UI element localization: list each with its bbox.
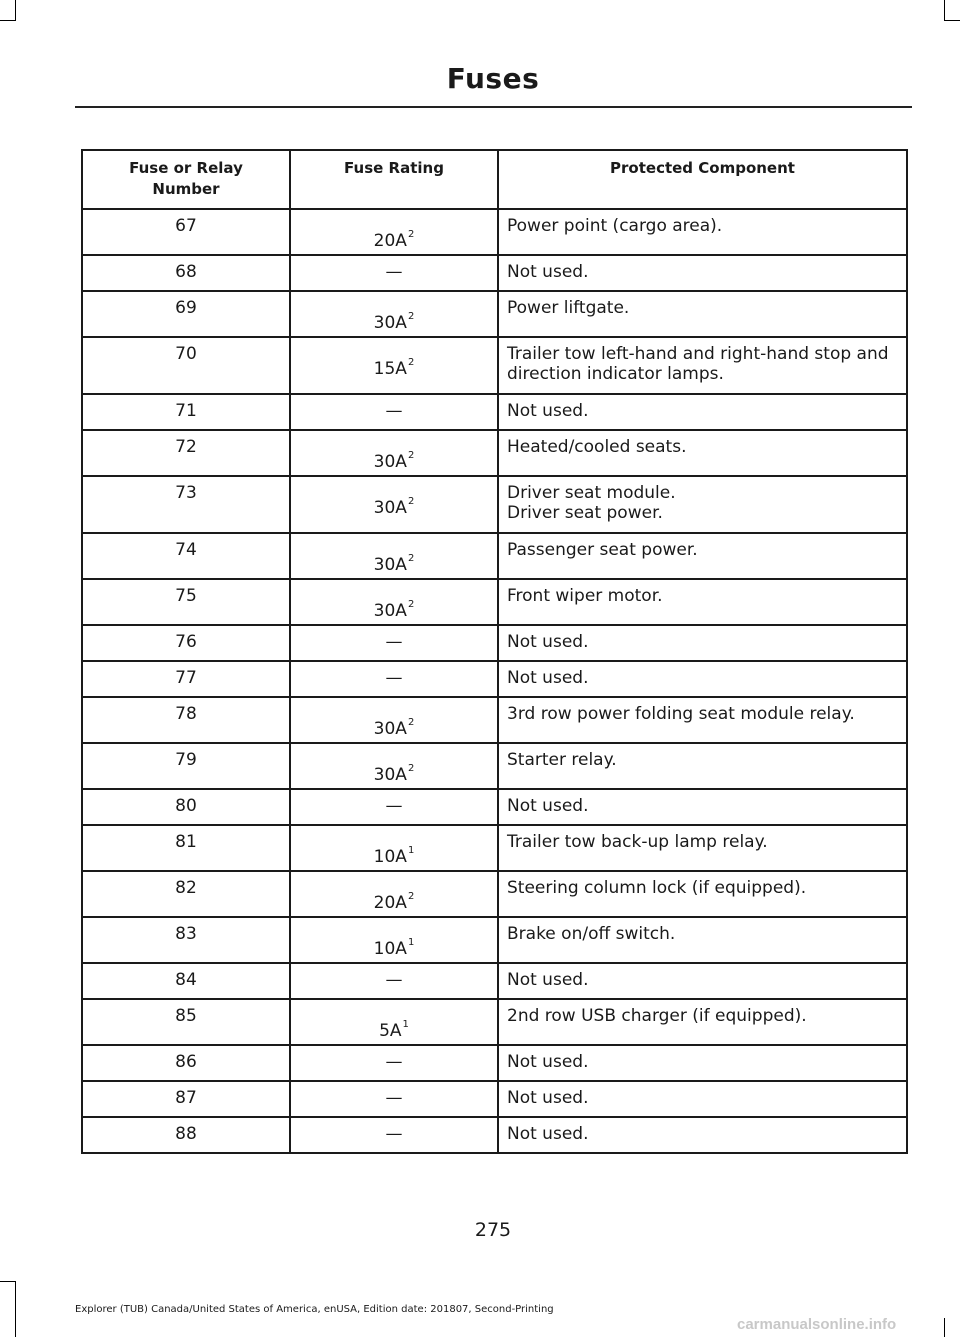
protected-component-text: Not used. <box>507 632 589 652</box>
footnote-marker: 1 <box>407 937 415 948</box>
protected-component <box>498 1045 907 1081</box>
footnote-marker: 2 <box>407 450 415 461</box>
protected-component <box>498 394 907 430</box>
protected-component-text: Power point (cargo area). <box>507 216 723 236</box>
fuse-rating-amps: — <box>385 632 403 652</box>
protected-component-text: 2nd row USB charger (if equipped). <box>507 1006 807 1026</box>
protected-component <box>498 625 907 661</box>
title-divider <box>75 106 912 108</box>
protected-component-text: Front wiper motor. <box>507 586 663 606</box>
fuse-rating-value <box>386 1088 403 1108</box>
fuse-rating-value <box>386 632 403 652</box>
fuse-rating <box>290 337 498 394</box>
fuse-rating <box>290 661 498 697</box>
table-row <box>82 291 907 337</box>
footnote-marker: 2 <box>407 311 415 322</box>
protected-component <box>498 1081 907 1117</box>
protected-component-text: Not used. <box>507 401 589 421</box>
table-row <box>82 255 907 291</box>
footnote-marker: 2 <box>407 496 415 507</box>
crop-mark-top-left-vertical <box>15 0 16 20</box>
fuse-number: 71 <box>82 394 290 430</box>
table-row <box>82 1117 907 1153</box>
crop-mark-top-right-vertical <box>944 0 945 20</box>
protected-component-text: Not used. <box>507 262 589 282</box>
table-row <box>82 1045 907 1081</box>
fuse-rating-value <box>374 601 415 621</box>
footnote-marker: 2 <box>407 717 415 728</box>
fuse-number: 67 <box>82 209 290 255</box>
fuse-number: 85 <box>82 999 290 1045</box>
fuse-rating <box>290 697 498 743</box>
fuse-rating-amps: 15A <box>373 359 407 379</box>
fuse-number: 79 <box>82 743 290 789</box>
fuse-rating-value <box>379 1021 409 1041</box>
fuse-rating-value <box>386 668 403 688</box>
fuse-table <box>81 149 908 1154</box>
page-title: Fuses <box>446 62 540 95</box>
protected-component <box>498 255 907 291</box>
fuse-rating-value <box>374 893 415 913</box>
table-row <box>82 871 907 917</box>
fuse-rating <box>290 476 498 533</box>
fuse-rating <box>290 394 498 430</box>
fuse-table-body <box>82 209 907 1153</box>
footnote-marker: 2 <box>407 357 415 368</box>
footnote-marker: 2 <box>407 763 415 774</box>
protected-component-text: Brake on/off switch. <box>507 924 676 944</box>
footnote-marker: 2 <box>407 599 415 610</box>
fuse-rating-amps: — <box>385 970 403 990</box>
table-row <box>82 533 907 579</box>
fuse-rating-amps: 20A <box>373 893 407 913</box>
fuse-rating <box>290 871 498 917</box>
fuse-number: 77 <box>82 661 290 697</box>
table-row <box>82 917 907 963</box>
fuse-rating-amps: 10A <box>373 847 407 867</box>
page-number: 275 <box>474 1219 512 1241</box>
column-header-number-label: Fuse or Relay Number <box>129 159 243 198</box>
fuse-number: 75 <box>82 579 290 625</box>
footnote-marker: 1 <box>402 1019 409 1030</box>
fuse-number: 74 <box>82 533 290 579</box>
protected-component <box>498 825 907 871</box>
table-row <box>82 579 907 625</box>
table-row <box>82 476 907 533</box>
column-header-number <box>82 150 290 209</box>
fuse-rating <box>290 917 498 963</box>
fuse-rating-amps: — <box>385 1052 403 1072</box>
fuse-rating <box>290 430 498 476</box>
fuse-rating-amps: 30A <box>373 601 407 621</box>
fuse-rating-amps: — <box>385 668 403 688</box>
protected-component <box>498 430 907 476</box>
footnote-marker: 2 <box>407 229 415 240</box>
fuse-rating <box>290 789 498 825</box>
fuse-rating-amps: 30A <box>373 498 407 518</box>
fuse-rating-amps: 30A <box>373 452 407 472</box>
fuse-number: 88 <box>82 1117 290 1153</box>
footnote-marker: 2 <box>407 553 415 564</box>
fuse-rating-amps: 5A <box>379 1021 402 1041</box>
footnote-marker: 2 <box>407 891 415 902</box>
protected-component-text: Not used. <box>507 796 589 816</box>
table-row <box>82 394 907 430</box>
watermark-text: carmanualsonline.info <box>737 1316 897 1333</box>
fuse-number: 72 <box>82 430 290 476</box>
fuse-rating <box>290 255 498 291</box>
table-row <box>82 661 907 697</box>
fuse-rating-amps: — <box>385 262 403 282</box>
protected-component <box>498 1117 907 1153</box>
fuse-rating <box>290 825 498 871</box>
table-row <box>82 825 907 871</box>
fuse-rating-amps: 30A <box>373 313 407 333</box>
fuse-number: 73 <box>82 476 290 533</box>
table-row <box>82 999 907 1045</box>
protected-component <box>498 476 907 533</box>
protected-component-text: Trailer tow left-hand and right-hand stop and direction indicator lamps. <box>507 344 889 384</box>
protected-component <box>498 209 907 255</box>
protected-component-text: Heated/cooled seats. <box>507 437 687 457</box>
fuse-rating <box>290 1117 498 1153</box>
fuse-rating <box>290 1045 498 1081</box>
protected-component-text: Passenger seat power. <box>507 540 698 560</box>
fuse-rating-value <box>386 262 403 282</box>
fuse-rating-value <box>374 313 415 333</box>
protected-component-text: Not used. <box>507 668 589 688</box>
protected-component <box>498 963 907 999</box>
fuse-rating-amps: 20A <box>373 231 407 251</box>
fuse-rating-value <box>374 765 415 785</box>
fuse-rating-value <box>374 555 415 575</box>
protected-component <box>498 917 907 963</box>
crop-mark-top-right-horizontal <box>944 20 960 21</box>
table-row <box>82 697 907 743</box>
crop-mark-bottom-left-horizontal <box>0 1281 16 1282</box>
protected-component-text: Trailer tow back-up lamp relay. <box>507 832 768 852</box>
fuse-rating <box>290 579 498 625</box>
fuse-rating <box>290 625 498 661</box>
protected-component-text: Not used. <box>507 970 589 990</box>
column-header-rating: Fuse Rating <box>290 150 498 209</box>
protected-component-text: Power liftgate. <box>507 298 630 318</box>
protected-component <box>498 661 907 697</box>
fuse-rating-value <box>374 452 415 472</box>
fuse-rating-amps: — <box>385 401 403 421</box>
fuse-number: 78 <box>82 697 290 743</box>
protected-component-text: Driver seat module. <box>507 483 676 503</box>
fuse-rating-value <box>374 939 415 959</box>
fuse-rating <box>290 999 498 1045</box>
protected-component <box>498 697 907 743</box>
table-row <box>82 789 907 825</box>
fuse-rating-value <box>374 498 415 518</box>
fuse-rating <box>290 1081 498 1117</box>
fuse-rating-amps: 30A <box>373 719 407 739</box>
protected-component-text: Starter relay. <box>507 750 617 770</box>
fuse-rating <box>290 743 498 789</box>
crop-mark-bottom-left-vertical <box>15 1281 16 1337</box>
fuse-rating-amps: 10A <box>373 939 407 959</box>
table-header-row <box>82 150 907 209</box>
protected-component-text: Not used. <box>507 1088 589 1108</box>
table-row <box>82 743 907 789</box>
protected-component <box>498 291 907 337</box>
fuse-number: 69 <box>82 291 290 337</box>
fuse-rating <box>290 533 498 579</box>
footnote-marker: 1 <box>407 845 415 856</box>
protected-component <box>498 337 907 394</box>
fuse-number: 70 <box>82 337 290 394</box>
table-row <box>82 209 907 255</box>
fuse-rating-amps: — <box>385 1088 403 1108</box>
fuse-number: 82 <box>82 871 290 917</box>
protected-component <box>498 743 907 789</box>
edition-footer: Explorer (TUB) Canada/United States of America, enUSA, Edition date: 201807, Second-Printing <box>75 1304 554 1315</box>
table-row <box>82 430 907 476</box>
fuse-rating-amps: 30A <box>373 555 407 575</box>
protected-component-text: Not used. <box>507 1052 589 1072</box>
crop-mark-top-left-horizontal <box>0 20 16 21</box>
table-row <box>82 337 907 394</box>
fuse-rating <box>290 291 498 337</box>
column-header-component: Protected Component <box>498 150 907 209</box>
protected-component-text: Steering column lock (if equipped). <box>507 878 807 898</box>
table-row <box>82 1081 907 1117</box>
fuse-number: 80 <box>82 789 290 825</box>
fuse-number: 83 <box>82 917 290 963</box>
table-row <box>82 963 907 999</box>
protected-component <box>498 999 907 1045</box>
fuse-rating-value <box>386 796 403 816</box>
fuse-rating-value <box>386 1124 403 1144</box>
table-row <box>82 625 907 661</box>
fuse-rating-value <box>374 847 415 867</box>
fuse-rating-amps: — <box>385 796 403 816</box>
fuse-rating-value <box>374 719 415 739</box>
fuse-rating-amps: 30A <box>373 765 407 785</box>
fuse-rating <box>290 209 498 255</box>
protected-component <box>498 533 907 579</box>
protected-component <box>498 579 907 625</box>
fuse-number: 68 <box>82 255 290 291</box>
crop-mark-bottom-right-vertical <box>944 1318 945 1337</box>
fuse-number: 87 <box>82 1081 290 1117</box>
protected-component-text: 3rd row power folding seat module relay. <box>507 704 855 724</box>
protected-component-text: Driver seat power. <box>507 503 663 523</box>
fuse-rating-value <box>374 231 415 251</box>
protected-component-text: Not used. <box>507 1124 589 1144</box>
fuse-rating-value <box>374 359 415 379</box>
fuse-rating-value <box>386 970 403 990</box>
fuse-rating-value <box>386 1052 403 1072</box>
fuse-rating <box>290 963 498 999</box>
protected-component <box>498 871 907 917</box>
fuse-number: 86 <box>82 1045 290 1081</box>
fuse-rating-amps: — <box>385 1124 403 1144</box>
fuse-number: 81 <box>82 825 290 871</box>
fuse-number: 84 <box>82 963 290 999</box>
fuse-number: 76 <box>82 625 290 661</box>
protected-component <box>498 789 907 825</box>
fuse-rating-value <box>386 401 403 421</box>
